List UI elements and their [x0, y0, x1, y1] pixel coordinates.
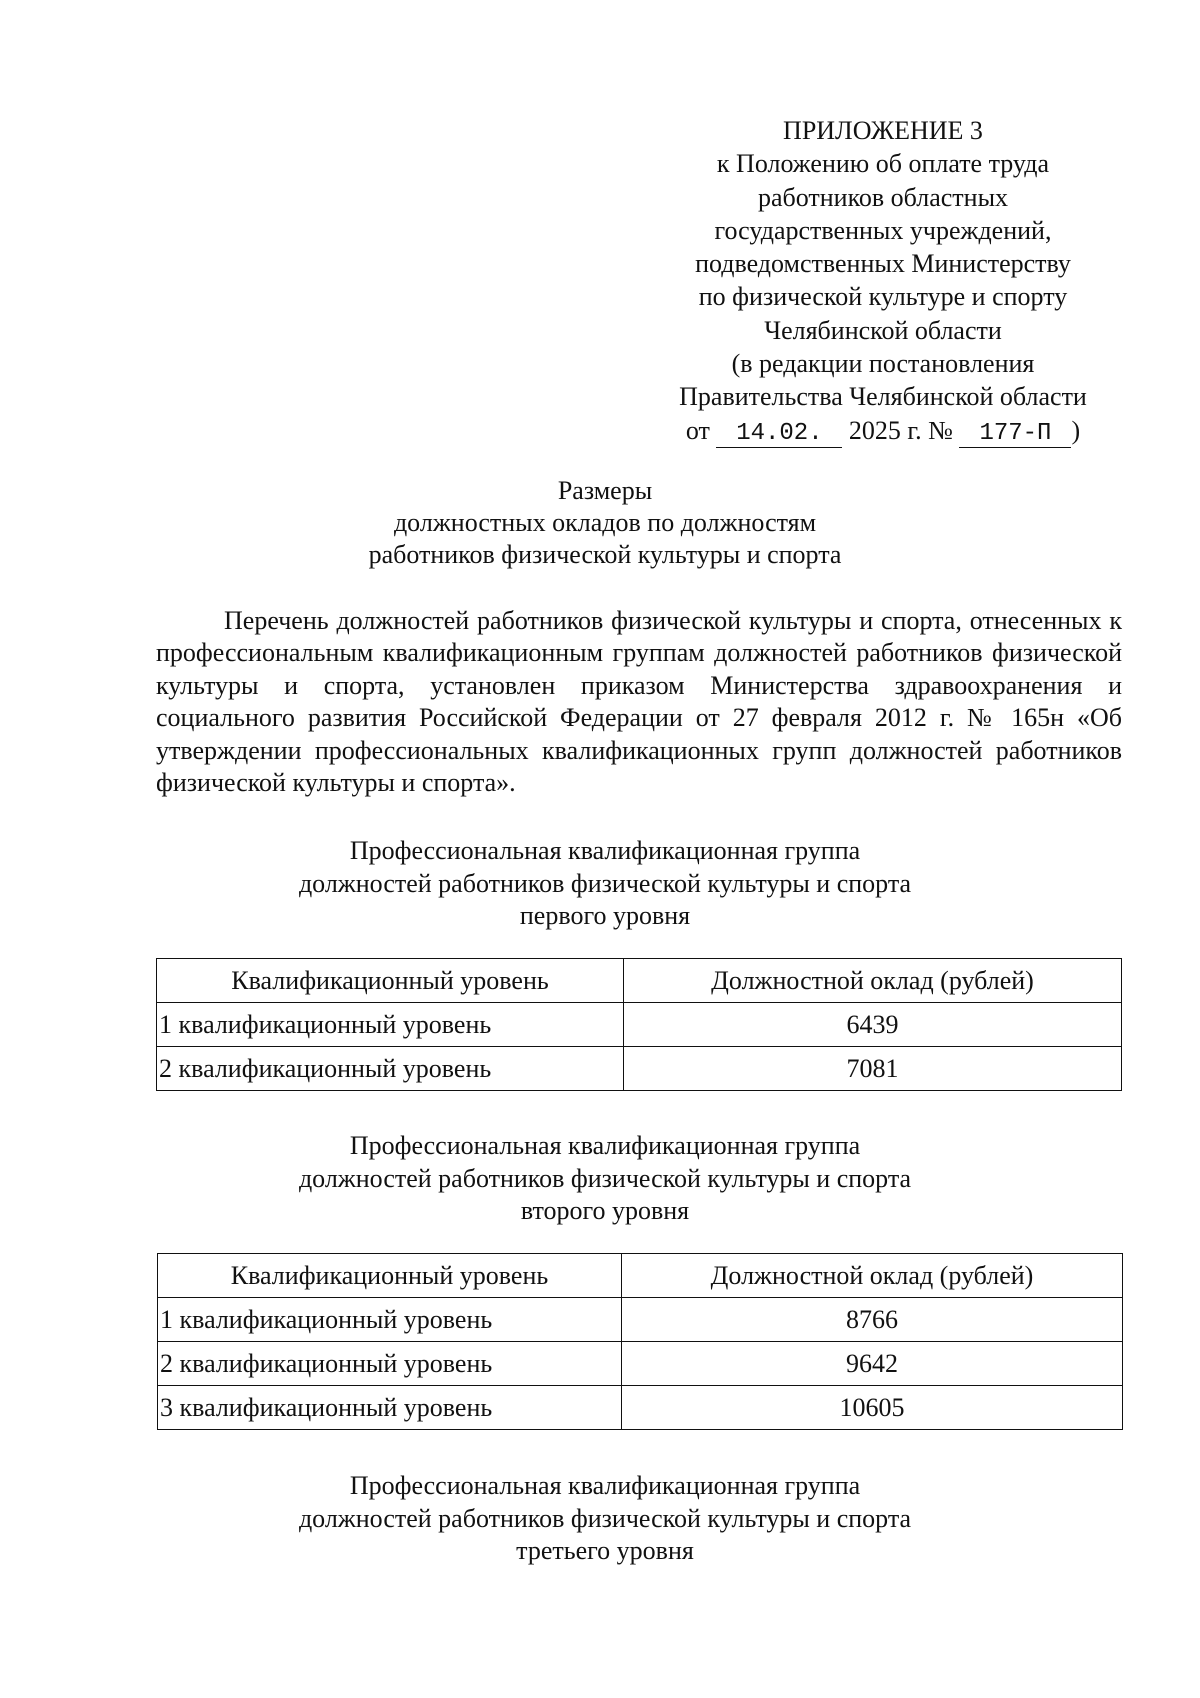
- group-heading-line: третьего уровня: [516, 1536, 694, 1565]
- group-heading-line: второго уровня: [520, 1196, 690, 1225]
- resolution-number: 177-П: [959, 421, 1071, 448]
- intro-paragraph: [156, 605, 1122, 799]
- column-header-salary: Должностной оклад (рублей): [622, 1254, 1123, 1298]
- title-line: Размеры: [557, 476, 653, 505]
- salary-cell: 9642: [622, 1342, 1123, 1386]
- from-prefix: от: [685, 415, 710, 445]
- appendix-line: по физической культуре и спорту: [698, 282, 1068, 312]
- appendix-block: [648, 114, 1118, 448]
- resolution-year: 2025 г. №: [848, 415, 953, 445]
- appendix-number: ПРИЛОЖЕНИЕ 3: [783, 116, 983, 145]
- group-heading-line: первого уровня: [519, 901, 691, 930]
- appendix-line: Челябинской области: [764, 315, 1002, 345]
- group-heading-line: Профессиональная квалификационная группа: [349, 1471, 861, 1500]
- appendix-line: к Положению об оплате труда: [716, 149, 1050, 179]
- table-row: [157, 1047, 1122, 1091]
- column-header-salary: Должностной оклад (рублей): [624, 959, 1122, 1003]
- title-line: должностных окладов по должностям: [393, 508, 817, 537]
- level-cell: 2 квалификационный уровень: [157, 1047, 624, 1091]
- salary-cell: 7081: [624, 1047, 1122, 1091]
- title-line: работников физической культуры и спорта: [368, 540, 842, 569]
- table-row: [158, 1298, 1123, 1342]
- group-heading-line: Профессиональная квалификационная группа: [349, 1131, 861, 1160]
- level-cell: 1 квалификационный уровень: [157, 1003, 624, 1047]
- column-header-level: Квалификационный уровень: [157, 959, 624, 1003]
- group-heading-line: должностей работников физической культуры и спорта: [298, 1163, 912, 1193]
- appendix-line: (в редакции постановления: [731, 349, 1035, 379]
- appendix-line: работников областных: [757, 182, 1009, 212]
- salary-cell: 6439: [624, 1003, 1122, 1047]
- level-cell: 3 квалификационный уровень: [158, 1386, 622, 1430]
- salary-table-1: [156, 958, 1122, 1091]
- group-heading-2: [250, 1130, 960, 1228]
- level-cell: 2 квалификационный уровень: [158, 1342, 622, 1386]
- table-header-row: [157, 959, 1122, 1003]
- resolution-date: 14.02.: [716, 421, 842, 448]
- intro-text: Перечень должностей работников физической культуры и спорта, отнесенных к профессиональным квалификационным группам должностей работников физической культуры и спорта, установлен приказом Министерства здравоохранения и социального развития Российской Федерации от 27 февраля 2012 г. № 165н «Об утверждении профессиональных квалификационных групп должностей работников физической культуры и спорта».: [156, 606, 1122, 798]
- salary-table-2: [157, 1253, 1123, 1430]
- closing-paren: ): [1071, 415, 1081, 445]
- group-heading-1: [250, 835, 960, 933]
- salary-cell: 10605: [622, 1386, 1123, 1430]
- group-heading-line: Профессиональная квалификационная группа: [349, 836, 861, 865]
- level-cell: 1 квалификационный уровень: [158, 1298, 622, 1342]
- appendix-line: государственных учреждений,: [714, 215, 1052, 245]
- resolution-date-line: [648, 414, 1118, 448]
- table-header-row: [158, 1254, 1123, 1298]
- document-title: [250, 475, 960, 571]
- group-heading-line: должностей работников физической культуры и спорта: [298, 1503, 912, 1533]
- column-header-level: Квалификационный уровень: [158, 1254, 622, 1298]
- table-row: [158, 1386, 1123, 1430]
- table-row: [157, 1003, 1122, 1047]
- appendix-line: Правительства Челябинской области: [679, 382, 1087, 412]
- group-heading-3: [250, 1470, 960, 1568]
- salary-cell: 8766: [622, 1298, 1123, 1342]
- group-heading-line: должностей работников физической культуры и спорта: [298, 868, 912, 898]
- table-row: [158, 1342, 1123, 1386]
- appendix-line: подведомственных Министерству: [695, 249, 1071, 279]
